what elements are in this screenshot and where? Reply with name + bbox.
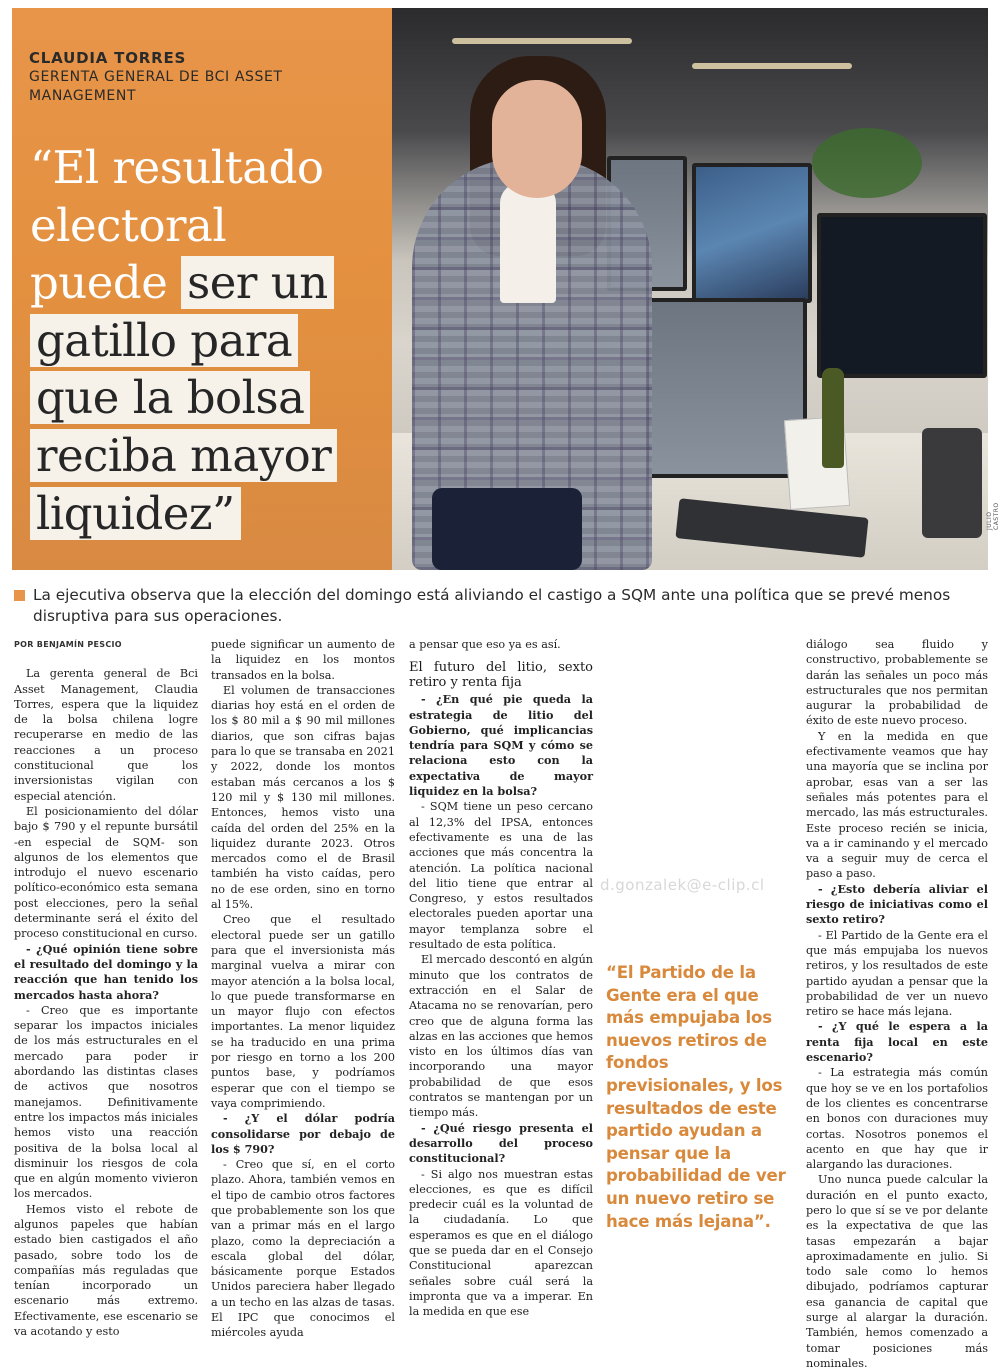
paragraph: El posicionamiento del dólar bajo $ 790 y el repunte bursátil -en especial de SQM- son algunos de los elementos que introdujo el nuevo escenario político-económico esta semana post elecciones, pero la señal determinante será el éxito del proceso constitucional en curso. xyxy=(14,804,198,941)
paragraph: Uno nunca puede calcular la duración en el punto exacto, pero lo que sí se ve por delante es la expectativa de que las tasas empezarán a bajar aproximadamente en julio. Si todo sale como lo hemos dibujado, podríamos capturar esa ganancia de capital que surge al alargar la duración. También, hemos comenzado a tomar posiciones más nominales. xyxy=(806,1173,988,1370)
paragraph: El mercado descontó en algún minuto que los contratos de extracción en el Salar de Atacama no se renovarían, pero creo que de alguna forma las alzas en las acciones que hemos visto en los últimos días van incorporando una mayor probabilidad de que esos contratos se mantengan por un tiempo más. xyxy=(409,953,593,1120)
headline-line: liquidez” xyxy=(30,487,241,540)
article-column-1 xyxy=(14,637,198,1339)
paragraph-continued: puede significar un aumento de la liquidez en los montos transados en la bolsa. xyxy=(211,638,395,682)
person-legs xyxy=(432,488,582,570)
headline-line: reciba mayor xyxy=(30,429,337,482)
paragraph: Creo que el resultado electoral puede ser un gatillo para que el inversionista más marginal vuelva a mirar con mayor atención a la bolsa local, lo que puede transformarse en un mayor flujo con efectos importantes. La menor liquidez se ha traducido en una prima por riesgo en torno a los 200 puntos base, y podríamos esperar que con el tiempo se vaya comprimiendo. xyxy=(211,913,395,1110)
paragraph: - Creo que sí, en el corto plazo. Ahora, también vemos en el tipo de cambio otros factores que probablemente son los que van a primar más en el largo plazo, como la depreciación a escala global del dólar, básicamente porque Estados Unidos pareciera haber llegado a un techo en las alzas de tasas. El IPC que conocimos el miércoles ayuda xyxy=(211,1158,395,1340)
paragraph: - La estrategia más común que hoy se ve en los portafolios de los clientes es concentrarse en bonos con duraciones muy cortas. Nosotros ponemos el acento en que hay que ir alargando las duraciones. xyxy=(806,1066,988,1172)
headline-line: que la bolsa xyxy=(30,371,310,424)
article-column-4 xyxy=(806,637,988,1371)
interviewee-role: GERENTA GENERAL DE BCI ASSET MANAGEMENT xyxy=(29,69,283,104)
headline-line: electoral xyxy=(30,198,227,252)
pull-quote: “El Partido de la Gente era el que más empujaba los nuevos retiros de fondos previsionales, y los resultados de este partido ayudan a pensar que la probabilidad de ver un nuevo retiro se hace más lejana”. xyxy=(606,963,786,1231)
interview-question: - ¿Qué riesgo presenta el desarrollo del proceso constitucional? xyxy=(409,1120,593,1166)
lede: La ejecutiva observa que la elección del domingo está aliviando el castigo a SQM ante una política que se prevé menos disruptiva para sus operaciones. xyxy=(33,586,951,625)
photo-credit: JULIO CASTRO xyxy=(986,502,1000,530)
interview-question: - ¿Qué opinión tiene sobre el resultado del domingo y la reacción que han tenido los mercados hasta ahora? xyxy=(14,941,198,1002)
headline-line: gatillo para xyxy=(30,314,298,367)
paragraph: La gerenta general de Bci Asset Management, Claudia Torres, espera que la liquidez de la bolsa chilena logre recuperarse en medio de las reacciones a un proceso constitucional que los inversionistas vigilan con especial atención. xyxy=(14,667,198,803)
article-column-3 xyxy=(409,637,593,1319)
person-face xyxy=(492,80,582,198)
interview-question: - ¿Esto debería aliviar el riesgo de iniciativas como el sexto retiro? xyxy=(806,881,988,927)
paragraph: - Si algo nos muestran estas elecciones, es que es difícil predecir cuál es la voluntad de la ciudadanía. Lo que esperamos es que en el diálogo que se pueda dar en el Consejo Constitucional aparezcan señales sobre cuál será la impronta que va a imperar. En la medida en que ese xyxy=(409,1167,593,1319)
headline-line: “El resultado xyxy=(30,141,324,194)
headline-fragment: puede xyxy=(30,256,168,310)
headline-line-mixed xyxy=(30,254,390,312)
author-byline: POR BENJAMÍN PESCIO xyxy=(14,640,122,649)
monitor xyxy=(647,298,807,478)
plant xyxy=(812,128,922,198)
paragraph: Y en la medida en que efectivamente veamos que hay una mayoría que se inclina por aprobar, esas van a ser las señales más potentes para el mercado, las más estructurales. Este proceso recién se inicia, va a ir caminando y el mercado va a seguir muy de cerca el paso a paso. xyxy=(806,729,988,881)
ceiling-light xyxy=(452,38,632,44)
person-shirt xyxy=(500,183,556,303)
paragraph: Hemos visto el rebote de algunos papeles que habían estado bien castigados el año pasado, sobre todo los de compañías más reguladas que tenían incorporado un escenario más extremo. Efectivamente, ese escenario se va acotando y esto xyxy=(14,1202,198,1339)
watermark: d.gonzalek@e-clip.cl xyxy=(600,876,765,894)
paragraph: - Creo que es importante separar los impactos iniciales de los más estructurales en el mercado para poder ir abordando las distintas clases de activos que nosotros manejamos. Definitivamente entre los impactos más iniciales hemos visto una reacción positiva de la bolsa local al disminuir los riesgos de cola que en algún momento vivieron los mercados. xyxy=(14,1003,198,1201)
monitor xyxy=(692,163,812,303)
paragraph-continued: a pensar que eso ya es así. xyxy=(409,638,561,651)
office-background xyxy=(392,8,988,570)
paragraph: - El Partido de la Gente era el que más empujaba los nuevos retiros, y los resultados de este partido ayudan a pensar que la probabilidad de ver un nuevo retiro se hace más lejana. xyxy=(806,928,988,1019)
interview-question: - ¿Y el dólar podría consolidarse por debajo de los $ 790? xyxy=(211,1111,395,1156)
interviewee-name: CLAUDIA TORRES xyxy=(29,49,187,67)
section-subhead: El futuro del litio, sexto retiro y renta fija xyxy=(409,660,593,691)
interview-question: - ¿Y qué le espera a la renta fija local en este escenario? xyxy=(806,1019,988,1065)
article-column-2 xyxy=(211,637,395,1341)
ceiling-light xyxy=(692,63,852,69)
headline xyxy=(30,139,390,542)
trading-monitor xyxy=(817,213,987,378)
desk-phone xyxy=(922,428,982,538)
headline-fragment-highlight: ser un xyxy=(181,256,334,309)
interview-question: - ¿En qué pie queda la estrategia de litio del Gobierno, qué implicancias tendría para SQM y cómo se relaciona esto con la expectativa de mayor liquidez en la bolsa? xyxy=(409,692,593,799)
paragraph: El volumen de transacciones diarias hoy está en el orden de los $ 80 mil a $ 90 mil millones diarios, que son cifras bajas para lo que se transaba en 2021 y 2022, donde los montos estaban más cercanos a los $ 120 mil y $ 130 mil millones. Entonces, hemos visto una caída del orden del 25% en la liquidez durante 2023. Otros mercados como el de Brasil también ha visto caídas, pero no de ese orden, sino en torno al 15%. xyxy=(211,683,395,912)
paragraph: - SQM tiene un peso cercano al 12,3% del IPSA, entonces efectivamente es una de las acciones que más concentra la atención. La política nacional del litio tiene que entrar al Congreso, y estos resultados electorales pueden aportar una mayor templanza sobre el resultado de esta política. xyxy=(409,800,593,952)
paragraph-continued: diálogo sea fluido y constructivo, probablemente se darán las señales un poco más estructurales que nos permitan augurar la probabilidad de éxito de este nuevo proceso. xyxy=(806,638,988,728)
lede-bullet xyxy=(14,590,25,601)
bottle xyxy=(822,368,844,468)
